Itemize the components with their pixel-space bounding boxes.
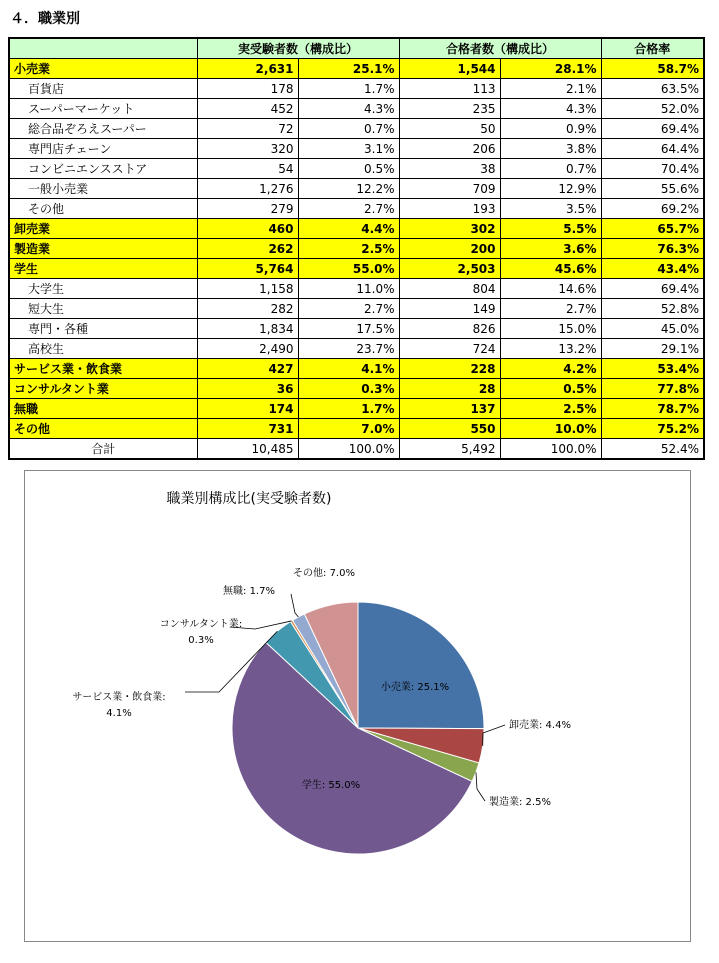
table-row (9, 119, 704, 139)
passers-count: 550 (399, 419, 500, 439)
passers-ratio: 2.7% (500, 299, 601, 319)
row-label: 短大生 (9, 299, 197, 319)
passers-ratio: 15.0% (500, 319, 601, 339)
passers-count: 709 (399, 179, 500, 199)
pass-rate: 52.4% (601, 439, 704, 460)
table-row (9, 399, 704, 419)
row-label: 大学生 (9, 279, 197, 299)
passers-count: 193 (399, 199, 500, 219)
passers-count: 38 (399, 159, 500, 179)
examinees-count: 2,631 (197, 59, 298, 79)
passers-count: 302 (399, 219, 500, 239)
pass-rate: 70.4% (601, 159, 704, 179)
examinees-ratio: 4.4% (298, 219, 399, 239)
row-label: スーパーマーケット (9, 99, 197, 119)
row-label: 製造業 (9, 239, 197, 259)
leader-line (476, 772, 485, 801)
examinees-ratio: 1.7% (298, 79, 399, 99)
examinees-count: 72 (197, 119, 298, 139)
passers-count: 50 (399, 119, 500, 139)
header-examinees: 実受験者数（構成比） (197, 38, 399, 59)
examinees-count: 174 (197, 399, 298, 419)
leader-line (483, 725, 505, 746)
row-label: 百貨店 (9, 79, 197, 99)
examinees-ratio: 2.7% (298, 199, 399, 219)
examinees-count: 279 (197, 199, 298, 219)
passers-ratio: 2.1% (500, 79, 601, 99)
slice-label-value: 0.3% (188, 635, 214, 646)
examinees-ratio: 4.3% (298, 99, 399, 119)
passers-ratio: 28.1% (500, 59, 601, 79)
passers-count: 5,492 (399, 439, 500, 460)
passers-ratio: 0.5% (500, 379, 601, 399)
header-pass-rate: 合格率 (601, 38, 704, 59)
slice-label-value: 4.1% (106, 708, 132, 719)
passers-ratio: 0.7% (500, 159, 601, 179)
examinees-ratio: 4.1% (298, 359, 399, 379)
passers-count: 28 (399, 379, 500, 399)
table-row (9, 59, 704, 79)
examinees-count: 731 (197, 419, 298, 439)
row-label: 一般小売業 (9, 179, 197, 199)
row-label: コンビニエンスストア (9, 159, 197, 179)
header-blank (9, 38, 197, 59)
pass-rate: 64.4% (601, 139, 704, 159)
examinees-ratio: 2.5% (298, 239, 399, 259)
slice-label: 小売業: 25.1% (380, 682, 450, 693)
slice-label: コンサルタント業: (159, 619, 243, 630)
row-label: 小売業 (9, 59, 197, 79)
table-row (9, 439, 704, 460)
slice-label: サービス業・飲食業: (72, 692, 166, 703)
examinees-ratio: 1.7% (298, 399, 399, 419)
row-label: コンサルタント業 (9, 379, 197, 399)
passers-count: 2,503 (399, 259, 500, 279)
pass-rate: 63.5% (601, 79, 704, 99)
examinees-ratio: 23.7% (298, 339, 399, 359)
passers-ratio: 13.2% (500, 339, 601, 359)
chart-container (24, 470, 691, 942)
examinees-count: 2,490 (197, 339, 298, 359)
passers-ratio: 100.0% (500, 439, 601, 460)
row-label: 無職 (9, 399, 197, 419)
passers-ratio: 45.6% (500, 259, 601, 279)
examinees-ratio: 11.0% (298, 279, 399, 299)
passers-ratio: 14.6% (500, 279, 601, 299)
examinees-ratio: 25.1% (298, 59, 399, 79)
examinees-count: 427 (197, 359, 298, 379)
slice-label: 無職: 1.7% (223, 586, 275, 597)
passers-count: 137 (399, 399, 500, 419)
passers-ratio: 10.0% (500, 419, 601, 439)
examinees-count: 10,485 (197, 439, 298, 460)
table-row (9, 199, 704, 219)
examinees-ratio: 0.5% (298, 159, 399, 179)
passers-ratio: 3.5% (500, 199, 601, 219)
pass-rate: 75.2% (601, 419, 704, 439)
passers-count: 235 (399, 99, 500, 119)
pass-rate: 69.2% (601, 199, 704, 219)
examinees-count: 262 (197, 239, 298, 259)
examinees-count: 282 (197, 299, 298, 319)
pass-rate: 52.0% (601, 99, 704, 119)
table-row (9, 359, 704, 379)
pass-rate: 58.7% (601, 59, 704, 79)
row-label: 高校生 (9, 339, 197, 359)
passers-ratio: 12.9% (500, 179, 601, 199)
examinees-count: 1,276 (197, 179, 298, 199)
table-row (9, 79, 704, 99)
section-title: ４．職業別 (10, 11, 80, 27)
examinees-ratio: 55.0% (298, 259, 399, 279)
pass-rate: 65.7% (601, 219, 704, 239)
row-label: 合計 (9, 439, 197, 460)
passers-count: 149 (399, 299, 500, 319)
table-row (9, 379, 704, 399)
table-row (9, 219, 704, 239)
table-row (9, 259, 704, 279)
passers-ratio: 4.3% (500, 99, 601, 119)
table-row (9, 319, 704, 339)
passers-ratio: 5.5% (500, 219, 601, 239)
pass-rate: 53.4% (601, 359, 704, 379)
examinees-count: 1,834 (197, 319, 298, 339)
row-label: 卸売業 (9, 219, 197, 239)
examinees-count: 5,764 (197, 259, 298, 279)
slice-label: 卸売業: 4.4% (509, 720, 571, 731)
pass-rate: 29.1% (601, 339, 704, 359)
examinees-ratio: 7.0% (298, 419, 399, 439)
table-row (9, 339, 704, 359)
chart-title: 職業別構成比(実受験者数) (166, 491, 332, 507)
passers-count: 724 (399, 339, 500, 359)
examinees-count: 178 (197, 79, 298, 99)
slice-label: その他: 7.0% (293, 568, 355, 579)
examinees-count: 320 (197, 139, 298, 159)
occupation-table (8, 37, 705, 460)
passers-ratio: 4.2% (500, 359, 601, 379)
table-row (9, 159, 704, 179)
examinees-count: 452 (197, 99, 298, 119)
examinees-count: 1,158 (197, 279, 298, 299)
leader-line (291, 594, 298, 617)
row-label: 総合品ぞろえスーパー (9, 119, 197, 139)
passers-count: 200 (399, 239, 500, 259)
passers-ratio: 3.8% (500, 139, 601, 159)
examinees-ratio: 0.7% (298, 119, 399, 139)
pie-slice (358, 602, 484, 729)
passers-count: 826 (399, 319, 500, 339)
passers-count: 1,544 (399, 59, 500, 79)
slice-label: 学生: 55.0% (301, 780, 361, 791)
examinees-ratio: 17.5% (298, 319, 399, 339)
passers-count: 206 (399, 139, 500, 159)
header-passers: 合格者数（構成比） (399, 38, 601, 59)
pass-rate: 55.6% (601, 179, 704, 199)
table-row (9, 299, 704, 319)
examinees-count: 36 (197, 379, 298, 399)
slice-label: 製造業: 2.5% (489, 797, 551, 808)
pass-rate: 76.3% (601, 239, 704, 259)
row-label: サービス業・飲食業 (9, 359, 197, 379)
examinees-ratio: 3.1% (298, 139, 399, 159)
passers-count: 113 (399, 79, 500, 99)
passers-ratio: 0.9% (500, 119, 601, 139)
row-label: 専門店チェーン (9, 139, 197, 159)
pass-rate: 69.4% (601, 119, 704, 139)
pass-rate: 43.4% (601, 259, 704, 279)
pie-chart (25, 471, 690, 941)
examinees-ratio: 100.0% (298, 439, 399, 460)
pass-rate: 77.8% (601, 379, 704, 399)
examinees-count: 460 (197, 219, 298, 239)
examinees-ratio: 12.2% (298, 179, 399, 199)
table-row (9, 279, 704, 299)
table-row (9, 179, 704, 199)
examinees-count: 54 (197, 159, 298, 179)
pass-rate: 45.0% (601, 319, 704, 339)
table-row (9, 99, 704, 119)
examinees-ratio: 0.3% (298, 379, 399, 399)
table-row (9, 239, 704, 259)
row-label: 学生 (9, 259, 197, 279)
pass-rate: 69.4% (601, 279, 704, 299)
table-header-row (9, 38, 704, 59)
row-label: 専門・各種 (9, 319, 197, 339)
row-label: その他 (9, 419, 197, 439)
examinees-ratio: 2.7% (298, 299, 399, 319)
passers-ratio: 3.6% (500, 239, 601, 259)
table-body (9, 59, 704, 460)
passers-count: 804 (399, 279, 500, 299)
passers-count: 228 (399, 359, 500, 379)
table-row (9, 419, 704, 439)
row-label: その他 (9, 199, 197, 219)
passers-ratio: 2.5% (500, 399, 601, 419)
table-row (9, 139, 704, 159)
pass-rate: 78.7% (601, 399, 704, 419)
pass-rate: 52.8% (601, 299, 704, 319)
